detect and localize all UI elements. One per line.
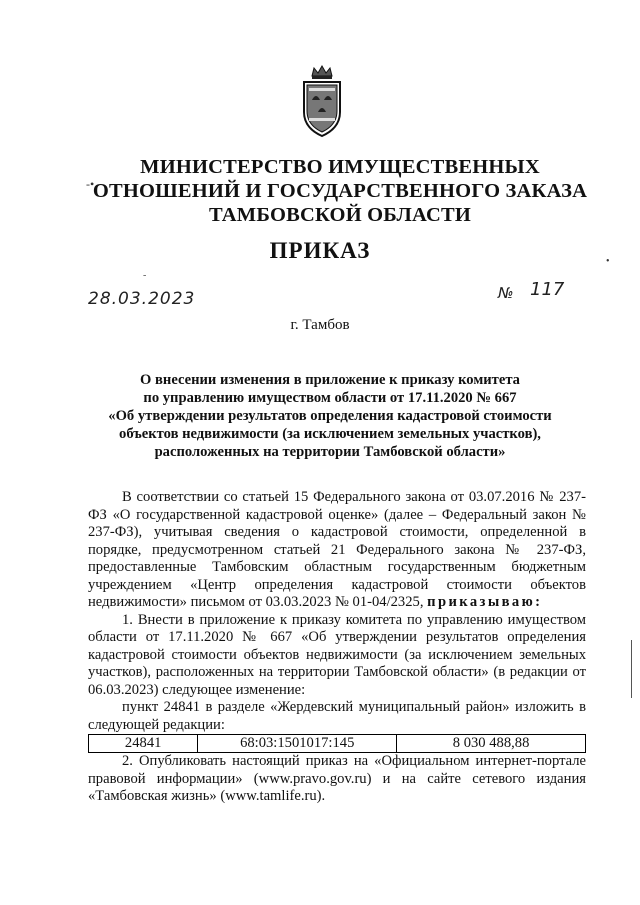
scan-mark: -• [86, 177, 95, 191]
cadastral-table [88, 734, 586, 753]
subject-line: объектов недвижимости (за исключением земельных участков), [119, 426, 541, 442]
document-date: 28.03.2023 [88, 289, 196, 309]
table-cell-number: 24841 [89, 735, 198, 753]
item-1-sub: пункт 24841 в разделе «Жердевский муниципальный район» изложить в следующей редакции: [88, 699, 586, 733]
order-word: приказываю: [427, 594, 543, 610]
item-1: 1. Внести в приложение к приказу комитета по управлению имуществом области от 17.11.2020 № 667 «Об утверждении результатов определения кадастровой стоимости объектов недвижимости (за исключением земельных участков), расположенных на территории Тамбовской области» (в редакции от 06.03.2023) следующее изменение: [88, 611, 586, 698]
table-row [89, 735, 586, 753]
scan-mark: ‐ [143, 270, 147, 281]
ministry-line: ОТНОШЕНИЙ И ГОСУДАРСТВЕННОГО ЗАКАЗА [92, 180, 588, 202]
ministry-title [60, 155, 620, 227]
item-2: 2. Опубликовать настоящий приказ на «Официальном интернет-портале правовой информации» (www.pravo.gov.ru) и на сайте сетевого издания «Тамбовская жизнь» (www.tamlife.ru). [88, 753, 586, 804]
scan-mark: • [606, 256, 610, 267]
intro-paragraph [88, 489, 586, 612]
ministry-line: МИНИСТЕРСТВО ИМУЩЕСТВЕННЫХ [140, 156, 540, 178]
table-cell-value: 8 030 488,88 [397, 735, 586, 753]
document-body [88, 489, 586, 806]
coat-of-arms-icon [300, 62, 344, 142]
ministry-line: ТАМБОВСКОЙ ОБЛАСТИ [208, 204, 472, 226]
document-type: ПРИКАЗ [269, 238, 371, 263]
subject-line: расположенных на территории Тамбовской области» [154, 444, 506, 460]
document-number: 117 [530, 279, 565, 300]
city: г. Тамбов [290, 317, 350, 333]
document-subject [80, 371, 580, 461]
subject-line: «Об утверждении результатов определения кадастровой стоимости [108, 408, 552, 424]
intro-text: В соответствии со статьей 15 Федерального закона от 03.07.2016 № 237-ФЗ «О государственной кадастровой оценке» (далее – Федеральный закон № 237-ФЗ), учитывая сведения о кадастровой стоимости, определенной в порядке, предусмотренном статьей 21 Федерального закона № 237-ФЗ, предоставленные Тамбовским областным государственным бюджетным учреждением «Центр определения кадастровой стоимости объектов недвижимости» письмом от 03.03.2023 № 01-04/2325, [88, 489, 586, 610]
number-label: № [498, 284, 514, 302]
subject-line: О внесении изменения в приложение к приказу комитета [140, 372, 520, 388]
table-cell-cadastral: 68:03:1501017:145 [198, 735, 397, 753]
subject-line: по управлению имуществом области от 17.11.2020 № 667 [143, 390, 517, 406]
margin-line [631, 640, 632, 698]
